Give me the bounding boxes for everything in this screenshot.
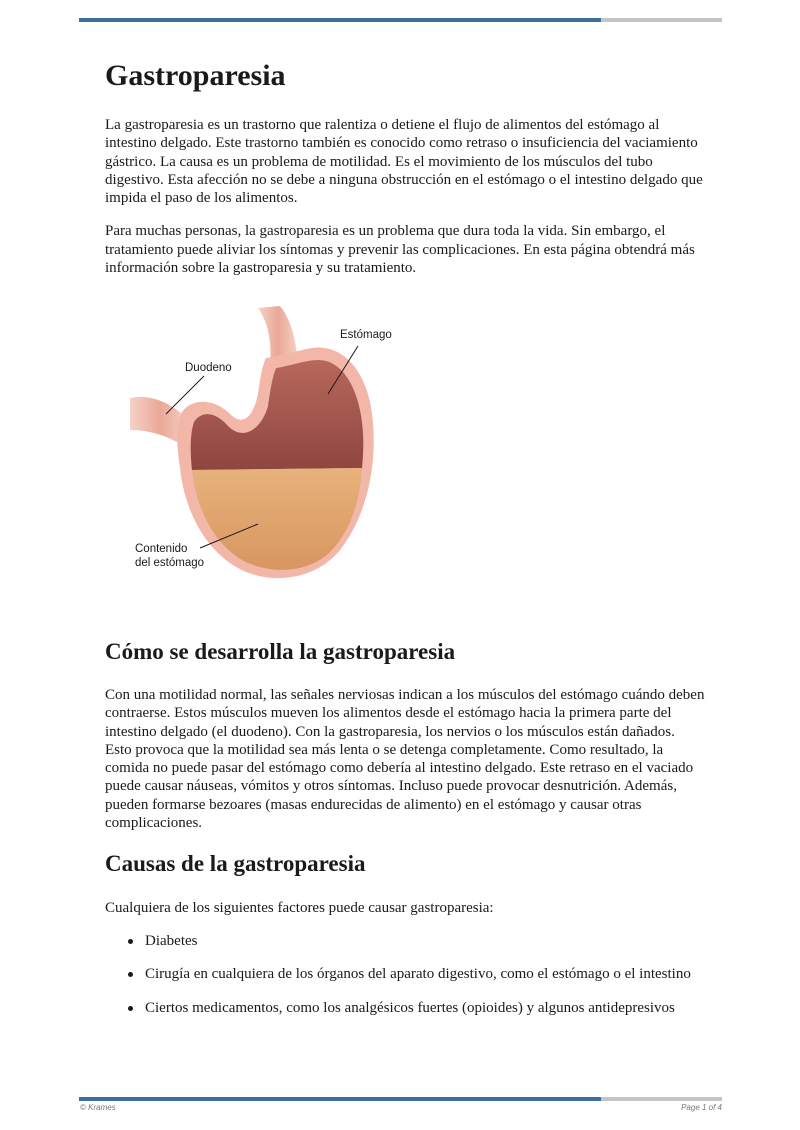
stomach-illustration-svg	[130, 302, 405, 584]
bottom-accent-bar-blue	[79, 1097, 601, 1101]
top-accent-bar	[79, 18, 722, 22]
bottom-accent-bar	[79, 1097, 722, 1101]
list-item-text: Diabetes	[145, 933, 198, 949]
footer-page-number: Page 1 of 4	[681, 1103, 722, 1112]
bullet-icon	[128, 939, 133, 944]
bullet-icon	[128, 972, 133, 977]
list-item	[105, 965, 705, 983]
document-intro	[105, 56, 705, 277]
list-item	[105, 999, 705, 1017]
list-item	[105, 932, 705, 950]
contents-label-line2: del estómago	[135, 557, 205, 569]
page-title: Gastroparesia	[105, 59, 286, 92]
stomach-illustration	[130, 302, 405, 584]
stomach-label: Estómago	[340, 329, 392, 341]
section-heading-development: Cómo se desarrolla la gastroparesia	[105, 639, 456, 664]
bullet-icon	[128, 1006, 133, 1011]
contents-label-line1: Contenido	[135, 543, 188, 555]
list-item-text: Ciertos medicamentos, como los analgésicos fuertes (opioides) y algunos antidepresivos	[145, 999, 675, 1016]
causes-list	[105, 932, 705, 1032]
intro-paragraph-1: La gastroparesia es un trastorno que ralentiza o detiene el flujo de alimentos del estómago al intestino delgado. Este trastorno también es conocido como retraso o insuficiencia del vaciamiento gástrico. La causa es un problema de motilidad. Es el movimiento de los músculos del tubo digestivo. Esta afección no se debe a ninguna obstrucción en el estómago o el intestino delgado que impida el paso de los alimentos.	[105, 117, 703, 207]
causes-intro: Cualquiera de los siguientes factores puede causar gastroparesia:	[105, 900, 494, 916]
list-item-text: Cirugía en cualquiera de los órganos del aparato digestivo, como el estómago o el intestino	[145, 966, 691, 983]
stomach-contents-shape	[192, 468, 362, 570]
development-paragraph: Con una motilidad normal, las señales nerviosas indican a los músculos del estómago cuándo deben contraerse. Estos músculos mueven los alimentos desde el estómago hacia la primera parte del intestino delgado (el duodeno). Con la gastroparesia, los nervios o los músculos están dañados. Esto provoca que la motilidad sea más lenta o se detenga completamente. Como resultado, la comida no puede pasar del estómago como debería al intestino delgado. Este retraso en el vaciado puede causar náuseas, vómitos y otros síntomas. Incluso puede provocar desnutrición. Además, pueden formarse bezoares (masas endurecidas de alimento) en el estómago y causar otras complicaciones.	[105, 687, 705, 832]
bottom-accent-bar-grey	[601, 1097, 722, 1101]
top-accent-bar-grey	[601, 18, 722, 22]
footer-copyright: © Krames	[80, 1103, 116, 1112]
top-accent-bar-blue	[79, 18, 601, 22]
duodenum-label: Duodeno	[185, 362, 232, 374]
intro-paragraph-2: Para muchas personas, la gastroparesia es un problema que dura toda la vida. Sin embargo, el tratamiento puede aliviar los síntomas y prevenir las complicaciones. En esta página obtendrá más información sobre la gastroparesia y su tratamiento.	[105, 223, 695, 277]
section-heading-causes: Causas de la gastroparesia	[105, 851, 366, 876]
